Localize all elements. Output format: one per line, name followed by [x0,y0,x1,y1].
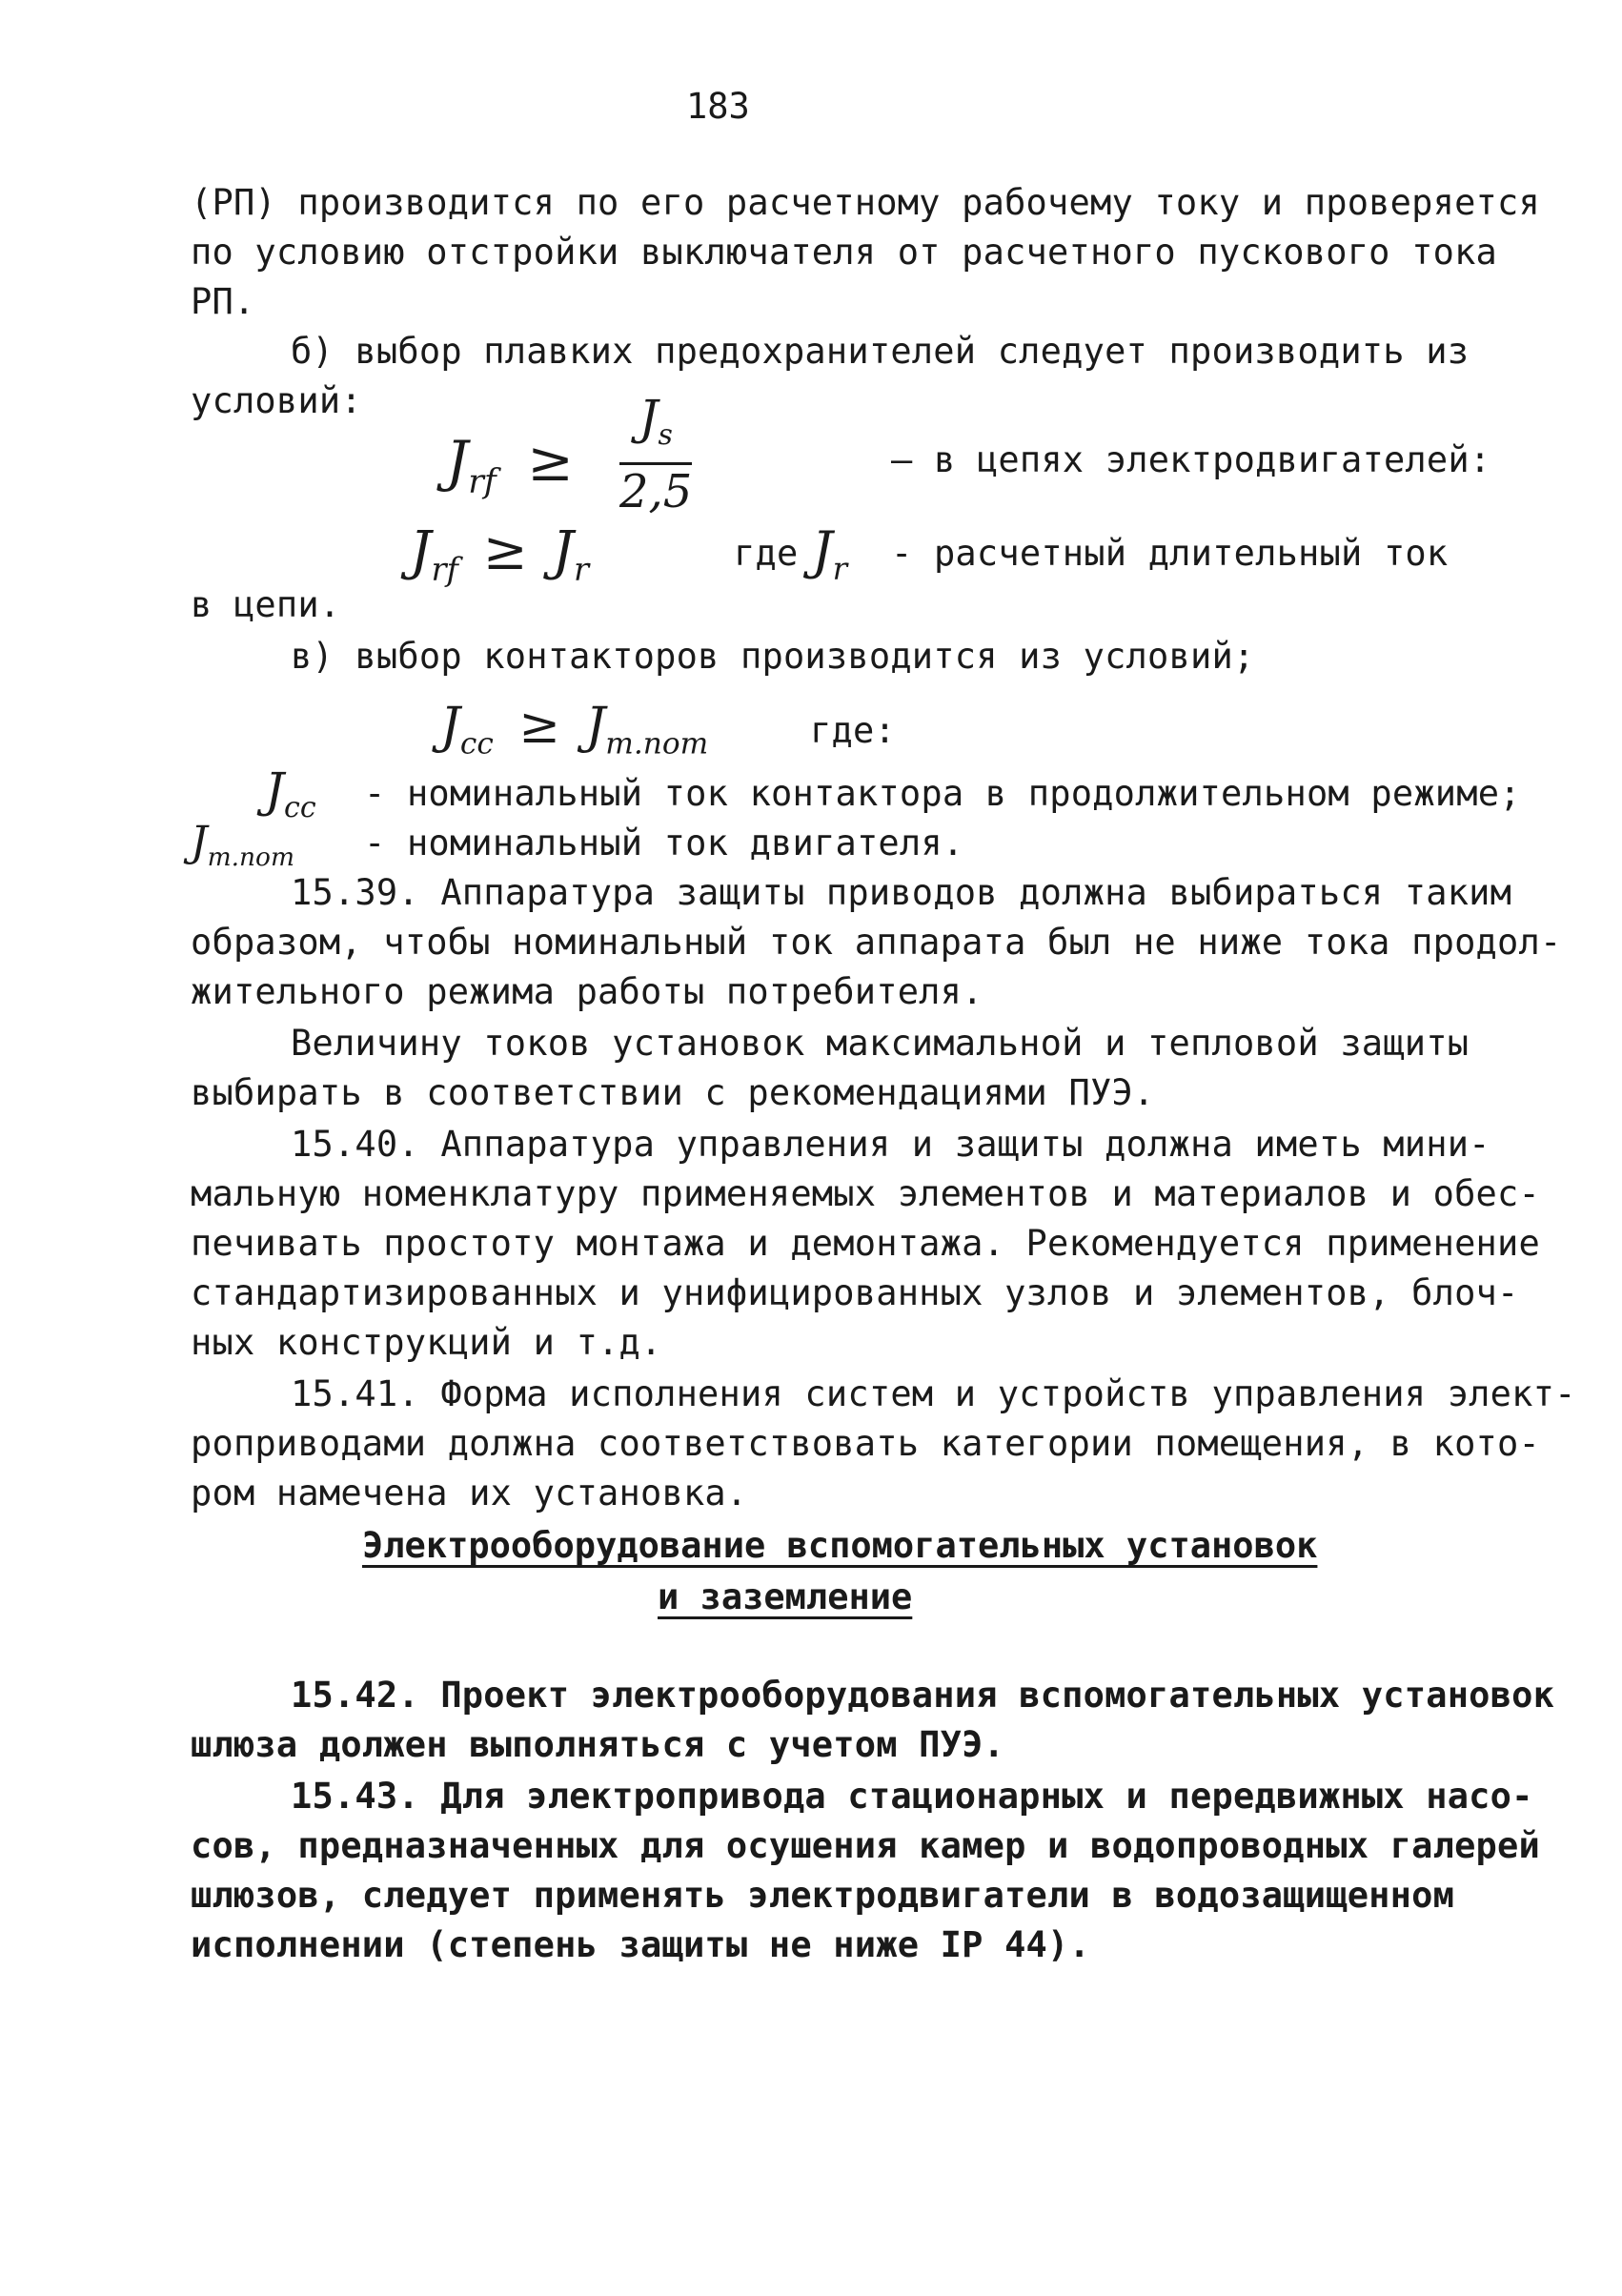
where-label: где [734,533,799,574]
text-line: в цепи. [191,584,341,625]
text-line: 15.43. Для электропривода стационарных и передвижных насо- [291,1776,1533,1817]
text-line: 15.41. Форма исполнения систем и устройств управления элект- [291,1373,1576,1414]
text-line: РП. [191,281,255,322]
formula-symbol: $J_r$ [812,520,848,587]
text-line: 15.40. Аппаратура управления и защиты должна иметь мини- [291,1124,1490,1165]
formula-note: – в цепях электродвигателей: [891,439,1491,480]
section-heading: и заземление [658,1576,913,1617]
text-line: исполнении (степень защиты не ниже IP 44). [191,1924,1090,1965]
text-line: шлюза должен выполняться с учетом ПУЭ. [191,1724,1005,1765]
text-line: шлюзов, следует применять электродвигатели в водозащищенном [191,1875,1455,1916]
where-label: где: [810,710,896,751]
text-line: образом, чтобы номинальный ток аппарата был не ниже тока продол- [191,922,1562,963]
formula-fuse-lhs: $J_{rf}$ ≥ [446,429,574,501]
text-line: стандартизированных и унифицированных узлов и элементов, блоч- [191,1272,1519,1313]
text-line: жительного режима работы потребителя. [191,971,983,1012]
text-line: сов, предназначенных для осушения камер и водопроводных галерей [191,1825,1540,1866]
formula-fuse-2: $J_{rf} \ge J_r$ [410,520,589,589]
text-line: - номинальный ток двигателя. [364,823,964,864]
text-line: роприводами должна соответствовать категории помещения, в кото- [191,1423,1540,1464]
formula-contactor: $J_{cc} \ge J_{m.nom}$ [440,698,709,762]
text-line: - расчетный длительный ток [891,533,1449,574]
section-heading: Электрооборудование вспомогательных установок [362,1525,1318,1566]
definition-symbol: $J_{cc}$ [265,762,316,824]
text-line: ных конструкций и т.д. [191,1322,662,1363]
text-line: печивать простоту монтажа и демонтажа. Рекомендуется применение [191,1223,1540,1264]
text-line: по условию отстройки выключателя от расчетного пускового тока [191,232,1498,273]
text-line: мальную номенклатуру применяемых элементов и материалов и обес- [191,1173,1540,1214]
text-line: Величину токов установок максимальной и тепловой защиты [291,1023,1470,1064]
definition-symbol: $J_{m.nom}$ [191,818,294,872]
page-number: 183 [686,86,750,127]
text-line: выбирать в соответствии с рекомендациями ПУЭ. [191,1072,1155,1113]
formula-fuse-fraction: $\frac{J_s}{2,5}$ [619,390,693,518]
text-line: - номинальный ток контактора в продолжительном режиме; [364,773,1521,814]
text-line: 15.42. Проект электрооборудования вспомогательных установок [291,1675,1555,1716]
text-line: (РП) производится по его расчетному рабочему току и проверяется [191,182,1540,223]
text-line: условий: [191,380,362,421]
text-line: 15.39. Аппаратура защиты приводов должна выбираться таким [291,872,1512,913]
text-line: б) выбор плавких предохранителей следует производить из [291,331,1470,372]
text-line: ром намечена их установка. [191,1473,748,1514]
text-line: в) выбор контакторов производится из условий; [291,636,1255,677]
